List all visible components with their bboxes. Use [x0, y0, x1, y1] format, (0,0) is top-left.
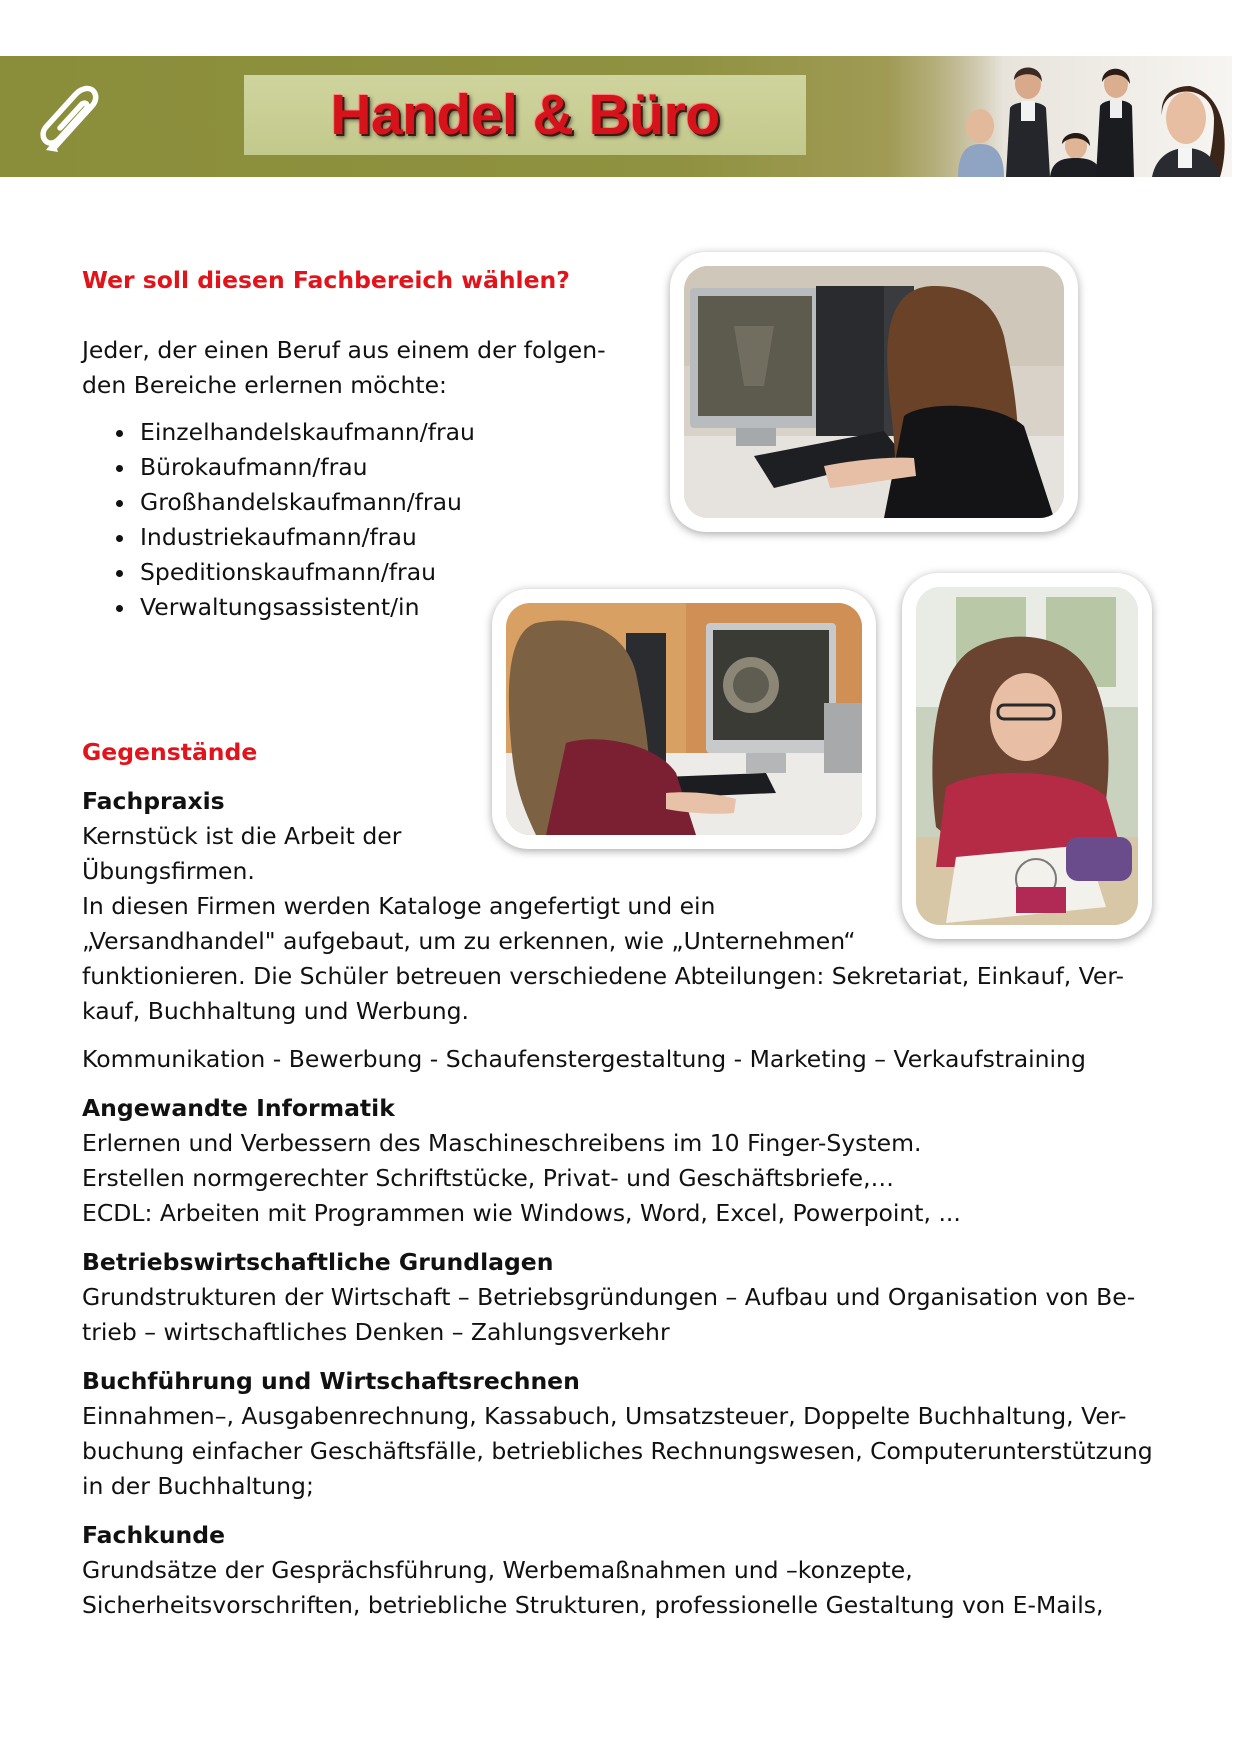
intro-heading: Wer soll diesen Fachbereich wählen? [82, 266, 570, 294]
fachpraxis-line: Übungsfirmen. [82, 857, 255, 885]
buchfuehrung-line: in der Buchhaltung; [82, 1472, 314, 1500]
header-title-box [244, 75, 806, 155]
informatik-line: Erlernen und Verbessern des Maschineschreibens im 10 Finger-System. [82, 1129, 922, 1157]
list-item: Bürokaufmann/frau [82, 450, 475, 485]
office-people-photo [928, 56, 1232, 177]
photo-drawing-girl-image [916, 587, 1138, 925]
fachkunde-line: Sicherheitsvorschriften, betriebliche Strukturen, professionelle Gestaltung von E-Mails, [82, 1591, 1104, 1619]
photo-computer-girl-image [684, 266, 1064, 518]
fachpraxis-line: kauf, Buchhaltung und Werbung. [82, 997, 469, 1025]
list-item: Industriekaufmann/frau [82, 520, 475, 555]
photo-computer-girl-2 [492, 589, 876, 849]
list-item: Verwaltungsassistent/in [82, 590, 475, 625]
profession-list [82, 415, 475, 625]
fachkunde-line: Grundsätze der Gesprächsführung, Werbemaßnahmen und –konzepte, [82, 1556, 913, 1584]
buchfuehrung-line: Einnahmen–, Ausgabenrechnung, Kassabuch, Umsatzsteuer, Doppelte Buchhaltung, Ver- [82, 1402, 1127, 1430]
fachpraxis-line: funktionieren. Die Schüler betreuen verschiedene Abteilungen: Sekretariat, Einkauf, Ver- [82, 962, 1125, 990]
buchfuehrung-title: Buchführung und Wirtschaftsrechnen [82, 1367, 580, 1395]
intro-text-line-2: den Bereiche erlernen möchte: [82, 371, 447, 399]
informatik-title: Angewandte Informatik [82, 1094, 395, 1122]
informatik-line: ECDL: Arbeiten mit Programmen wie Windows, Word, Excel, Powerpoint, ... [82, 1199, 961, 1227]
fachpraxis-line: „Versandhandel" aufgebaut, um zu erkennen, wie „Unternehmen“ [82, 927, 856, 955]
photo-computer-girl-2-image [506, 603, 862, 835]
subjects-heading: Gegenstände [82, 738, 258, 766]
bwl-title: Betriebswirtschaftliche Grundlagen [82, 1248, 554, 1276]
photo-computer-girl [670, 252, 1078, 532]
informatik-line: Erstellen normgerechter Schriftstücke, Privat- und Geschäftsbriefe,… [82, 1164, 895, 1192]
intro-text-line-1: Jeder, der einen Beruf aus einem der folgen- [82, 336, 606, 364]
buchfuehrung-line: buchung einfacher Geschäftsfälle, betriebliches Rechnungswesen, Computerunterstützung [82, 1437, 1153, 1465]
fachpraxis-title: Fachpraxis [82, 787, 225, 815]
fachpraxis-line: Kernstück ist die Arbeit der [82, 822, 402, 850]
list-item: Speditionskaufmann/frau [82, 555, 475, 590]
page-title: Handel & Büro [330, 83, 720, 147]
paperclip-icon [34, 80, 106, 160]
list-item: Großhandelskaufmann/frau [82, 485, 475, 520]
list-item: Einzelhandelskaufmann/frau [82, 415, 475, 450]
bwl-line: Grundstrukturen der Wirtschaft – Betriebsgründungen – Aufbau und Organisation von Be- [82, 1283, 1136, 1311]
photo-drawing-girl [902, 573, 1152, 939]
fachpraxis-line: In diesen Firmen werden Kataloge angefertigt und ein [82, 892, 716, 920]
fachkunde-title: Fachkunde [82, 1521, 226, 1549]
fachpraxis-topics: Kommunikation - Bewerbung - Schaufenstergestaltung - Marketing – Verkaufstraining [82, 1045, 1086, 1073]
bwl-line: trieb – wirtschaftliches Denken – Zahlungsverkehr [82, 1318, 670, 1346]
